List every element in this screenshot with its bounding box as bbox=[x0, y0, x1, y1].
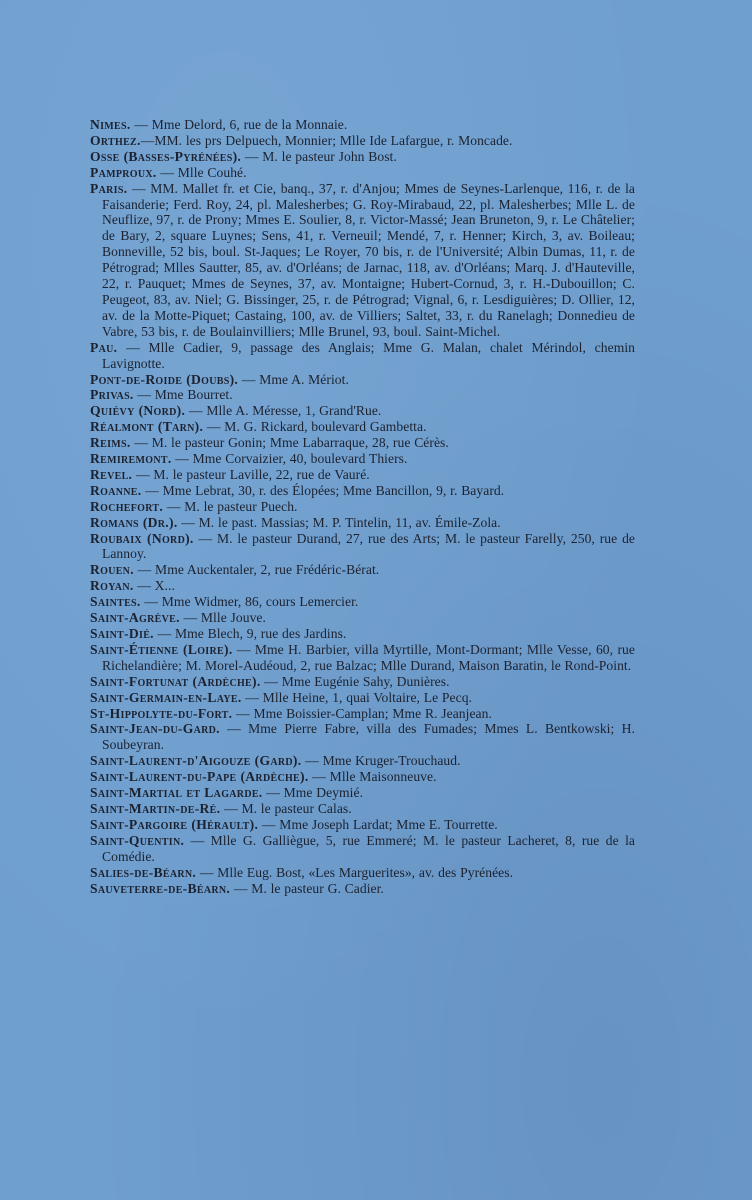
entry-place: Saint-Martial et Lagarde. bbox=[90, 785, 263, 801]
entry-place: Saint-Agrève. bbox=[90, 610, 180, 626]
list-item bbox=[90, 451, 635, 467]
entry-text: — Mlle G. Galliègue, 5, rue Emmeré; M. le pasteur Lacheret, 8, rue de la Comédie. bbox=[102, 832, 635, 864]
list-item bbox=[90, 340, 635, 372]
entry-text: — Mme Eugénie Sahy, Dunières. bbox=[260, 673, 450, 689]
entry-text: — M. G. Rickard, boulevard Gambetta. bbox=[203, 419, 427, 435]
entry-text: — Mlle Eug. Bost, «Les Marguerites», av. des Pyrénées. bbox=[196, 864, 514, 880]
list-item bbox=[90, 674, 635, 690]
entry-place: Paris. bbox=[90, 180, 128, 196]
list-item bbox=[90, 801, 635, 817]
entry-text: — Mlle Jouve. bbox=[179, 610, 266, 626]
entry-text: — Mme Lebrat, 30, r. des Élopées; Mme Bancillon, 9, r. Bayard. bbox=[141, 482, 505, 498]
list-item bbox=[90, 610, 635, 626]
entry-text: — Mme Deymié. bbox=[262, 785, 364, 801]
entry-text: — X... bbox=[133, 578, 175, 594]
entry-text: — Mme Delord, 6, rue de la Monnaie. bbox=[130, 117, 348, 132]
list-item bbox=[90, 785, 635, 801]
list-item bbox=[90, 817, 635, 833]
entry-place: Salies-de-Béarn. bbox=[90, 864, 197, 880]
entry-place: Saint-Laurent-d'Aigouze (Gard). bbox=[90, 753, 302, 769]
entry-place: Saint-Quentin. bbox=[90, 832, 185, 848]
list-item bbox=[90, 483, 635, 499]
entry-place: Quiévy (Nord). bbox=[90, 403, 186, 419]
list-item bbox=[90, 769, 635, 785]
list-item bbox=[90, 117, 635, 133]
entry-place: Rochefort. bbox=[90, 498, 164, 514]
entry-text: — Mme Bourret. bbox=[133, 387, 233, 403]
entry-place: Réalmont (Tarn). bbox=[90, 419, 204, 435]
entry-text: — Mme Auckentaler, 2, rue Frédéric-Bérat. bbox=[133, 562, 380, 578]
entry-place: Nimes. bbox=[90, 117, 131, 132]
entry-text: — Mme Widmer, 86, cours Lemercier. bbox=[140, 594, 359, 610]
entry-text: — Mlle Cadier, 9, passage des Anglais; Mme G. Malan, chalet Mérindol, chemin Lavignotte. bbox=[102, 339, 635, 371]
entry-text: — Mme Kruger-Trouchaud. bbox=[301, 753, 461, 769]
entry-place: Reims. bbox=[90, 435, 131, 451]
entry-text: — Mme Pierre Fabre, villa des Fumades; Mmes L. Bentkowski; H. Soubeyran. bbox=[102, 721, 635, 753]
entry-place: Pau. bbox=[90, 339, 118, 355]
entry-place: Revel. bbox=[90, 466, 133, 482]
entry-place: Saint-Étienne (Loire). bbox=[90, 641, 233, 657]
list-item bbox=[90, 865, 635, 881]
list-item bbox=[90, 531, 635, 563]
entry-text: — M. le pasteur G. Cadier. bbox=[230, 880, 384, 896]
entry-place: Roubaix (Nord). bbox=[90, 530, 194, 546]
list-item bbox=[90, 881, 635, 897]
list-item bbox=[90, 833, 635, 865]
entry-place: Saint-Fortunat (Ardèche). bbox=[90, 673, 261, 689]
entry-text: — Mme H. Barbier, villa Myrtille, Mont-Dormant; Mlle Vesse, 60, rue Richelandière; M. Morel-Audéoud, 2, rue Balzac; Mlle Durand, Maison Baratin, le Rond-Point. bbox=[102, 641, 635, 673]
list-item bbox=[90, 642, 635, 674]
entry-text: — Mme A. Mériot. bbox=[238, 371, 349, 387]
list-item bbox=[90, 721, 635, 753]
entry-text: — Mme Boissier-Camplan; Mme R. Jeanjean. bbox=[232, 705, 492, 721]
list-item bbox=[90, 387, 635, 403]
list-item bbox=[90, 372, 635, 388]
entry-text: —MM. les prs Delpuech, Monnier; Mlle Ide Lafargue, r. Moncade. bbox=[140, 132, 513, 148]
list-item bbox=[90, 706, 635, 722]
entry-place: Remiremont. bbox=[90, 451, 172, 467]
entry-place: Romans (Dr.). bbox=[90, 514, 178, 530]
entry-place: Orthez. bbox=[90, 132, 141, 148]
entry-place: Pamproux. bbox=[90, 164, 157, 180]
list-item bbox=[90, 149, 635, 165]
list-item bbox=[90, 435, 635, 451]
entry-text: — Mlle Couhé. bbox=[156, 164, 247, 180]
entry-text: — M. le pasteur Laville, 22, rue de Vauré. bbox=[132, 466, 370, 482]
entry-text: — M. le pasteur Puech. bbox=[163, 498, 298, 514]
list-item bbox=[90, 515, 635, 531]
entry-text: — Mlle Maisonneuve. bbox=[308, 769, 437, 785]
entry-text: — Mme Corvaizier, 40, boulevard Thiers. bbox=[171, 451, 408, 467]
list-item bbox=[90, 133, 635, 149]
entry-place: Privas. bbox=[90, 387, 134, 403]
list-item bbox=[90, 181, 635, 340]
entry-text: — Mlle A. Méresse, 1, Grand'Rue. bbox=[185, 403, 382, 419]
entry-place: St-Hippolyte-du-Fort. bbox=[90, 705, 233, 721]
list-item bbox=[90, 403, 635, 419]
entry-text: — Mme Joseph Lardat; Mme E. Tourrette. bbox=[258, 816, 498, 832]
entry-place: Sauveterre-de-Béarn. bbox=[90, 880, 231, 896]
list-item bbox=[90, 690, 635, 706]
list-item bbox=[90, 467, 635, 483]
entry-text: — M. le pasteur John Bost. bbox=[241, 148, 397, 164]
entry-place: Saint-Laurent-du-Pape (Ardèche). bbox=[90, 769, 309, 785]
list-item bbox=[90, 578, 635, 594]
entry-text: — M. le pasteur Durand, 27, rue des Arts; M. le pasteur Farelly, 250, rue de Lannoy. bbox=[102, 530, 636, 562]
entry-text: — M. le pasteur Gonin; Mme Labarraque, 28, rue Cérès. bbox=[130, 435, 449, 451]
entry-place: Saint-Martin-de-Ré. bbox=[90, 800, 221, 816]
entry-text: — Mme Blech, 9, rue des Jardins. bbox=[153, 626, 347, 641]
entry-place: Osse (Basses-Pyrénées). bbox=[90, 148, 242, 164]
list-item bbox=[90, 562, 635, 578]
entry-place: Saintes. bbox=[90, 594, 141, 610]
list-item bbox=[90, 419, 635, 435]
address-list bbox=[90, 117, 635, 896]
entry-text: — MM. Mallet fr. et Cie, banq., 37, r. d'Anjou; Mmes de Seynes-Larlenque, 116, r. de la Faisanderie; Ferd. Roy, 24, pl. Malesherbes; G. Roy-Mirabaud, 22, pl. Malesherbes; Mlle L. de Neuflize, 97, r. de Prony; Mmes E. Soulier, 8, r. Victor-Massé; Jean Bruneton, 9, r. Le Châtelier; de Bary, 2, square Luynes; Sens, 41, r. Verneuil; Mendé, 7, r. Henner; Kirch, 3, av. Boileau; Bonneville, 52 bis, boul. St-Jaques; Le Royer, 70 bis, r. de l'Université; Albin Dumas, 11, r. de Pétrograd; Mlles Sautter, 85, av. d'Orléans; de Jarnac, 118, av. d'Orléans; Marq. J. d'Hauteville, 22, r. Pauquet; Mmes de Seynes, 37, av. Montaigne; Hubert-Cornud, 3, r. H.-Dubouillon; C. Peugeot, 83, av. Niel; G. Bissinger, 25, r. de Pétrograd; Vignal, 6, r. Lesdiguières; D. Ollier, 12, av. de la Motte-Piquet; Castaing, 100, av. de Villiers; Saltet, 33, r. du Ranelagh; Donnedieu de Vabre, 53 bis, r. de Boulainvilliers; Mlle Brunel, 93, boul. Saint-Michel. bbox=[102, 180, 635, 339]
entry-text: — M. le past. Massias; M. P. Tintelin, 11, av. Émile-Zola. bbox=[177, 514, 501, 530]
entry-place: Pont-de-Roide (Doubs). bbox=[90, 371, 239, 387]
entry-place: Saint-Jean-du-Gard. bbox=[90, 721, 220, 737]
list-item bbox=[90, 626, 635, 642]
entry-place: Saint-Pargoire (Hérault). bbox=[90, 816, 259, 832]
entry-place: Saint-Dié. bbox=[90, 626, 154, 641]
entry-place: Saint-Germain-en-Laye. bbox=[90, 689, 242, 705]
list-item bbox=[90, 499, 635, 515]
entry-text: — Mlle Heine, 1, quai Voltaire, Le Pecq. bbox=[241, 689, 473, 705]
list-item bbox=[90, 753, 635, 769]
entry-place: Roanne. bbox=[90, 482, 142, 498]
list-item bbox=[90, 594, 635, 610]
list-item bbox=[90, 165, 635, 181]
entry-place: Rouen. bbox=[90, 562, 134, 578]
entry-place: Royan. bbox=[90, 578, 134, 594]
entry-text: — M. le pasteur Calas. bbox=[220, 800, 352, 816]
